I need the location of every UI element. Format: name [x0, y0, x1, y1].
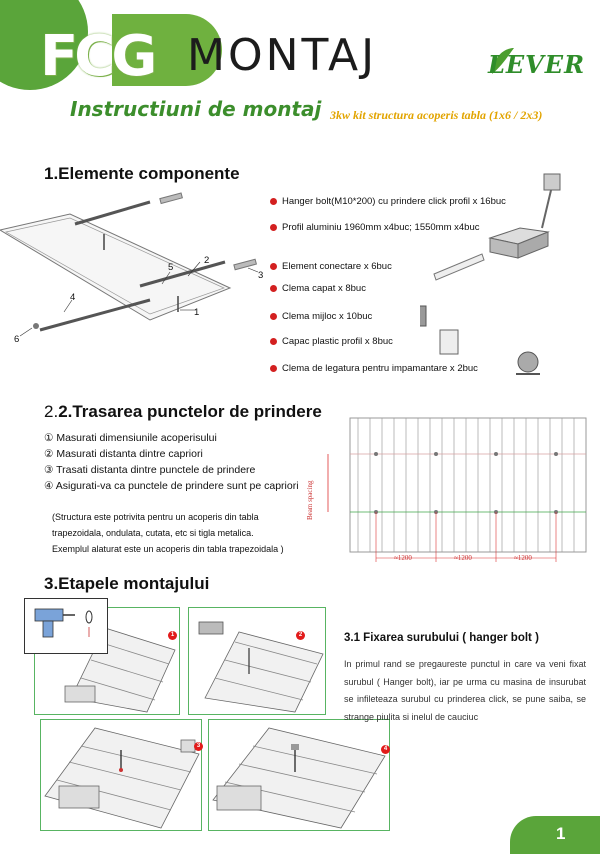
- step-panel-2: [188, 607, 326, 715]
- diagram-label-3: 3: [258, 270, 264, 281]
- component-item-2: Profil aluminiu 1960mm x4buc; 1550mm x4buc: [270, 222, 479, 233]
- red-bullet-icon: [270, 285, 277, 292]
- component-item-6: Capac plastic profil x 8buc: [270, 336, 393, 347]
- measure-step-3: ③ Trasati distanta dintre punctele de prindere: [44, 464, 256, 476]
- roof-bolt-illustration: [189, 608, 325, 714]
- roof-bolt-installed-illustration: [41, 720, 201, 830]
- assembly-diagram: [0, 192, 270, 352]
- roof-note: [52, 509, 322, 557]
- spacing-label-2: ≈1200: [454, 554, 472, 562]
- red-bullet-icon: [270, 198, 277, 205]
- step-badge-2: 2: [296, 631, 305, 640]
- document-subtitle: 3kw kit structura acoperis tabla (1x6 / 2x3): [330, 108, 543, 122]
- red-bullet-icon: [270, 313, 277, 320]
- step-badge-3: 3: [194, 742, 203, 751]
- measurement-steps: [44, 430, 299, 494]
- measure-step-1: ① Masurati dimensiunile acoperisului: [44, 432, 217, 444]
- fcg-logo: FCG: [40, 24, 154, 89]
- section1-heading: 1.Elemente componente: [44, 164, 240, 183]
- section3-heading: 3.Etapele montajului: [44, 574, 210, 593]
- step-panel-3: [40, 719, 202, 831]
- diagram-label-5: 5: [168, 262, 174, 273]
- roof-bolt-secured-illustration: [209, 720, 389, 830]
- red-bullet-icon: [270, 224, 277, 231]
- diagram-label-1: 1: [194, 307, 200, 318]
- lever-logo: LEVER: [488, 50, 586, 79]
- spacing-label-3: ≈1200: [514, 554, 532, 562]
- measure-step-4: ④ Asigurati-va ca punctele de prindere sunt pe capriori: [44, 480, 299, 492]
- component-item-4: Clema capat x 8buc: [270, 283, 366, 294]
- page-badge: [510, 816, 600, 854]
- document-title: Instructiuni de montaj: [70, 97, 322, 121]
- component-item-5: Clema mijloc x 10buc: [270, 311, 372, 322]
- subsection-heading: 3.1 Fixarea surubului ( hanger bolt ): [344, 632, 539, 644]
- component-item-3: Element conectare x 6buc: [270, 261, 392, 272]
- diagram-label-2: 2: [204, 255, 210, 266]
- step-badge-4: 4: [381, 745, 390, 754]
- diagram-label-4: 4: [70, 292, 76, 303]
- component-illustrations: [420, 168, 596, 394]
- component-item-1: Hanger bolt(M10*200) cu prindere click profil x 16buc: [270, 196, 506, 207]
- spacing-label-1: ≈1200: [394, 554, 412, 562]
- step-panel-4: [208, 719, 390, 831]
- beam-spacing-label: Beam spacing: [306, 480, 314, 520]
- measure-step-2: ② Masurati distanta dintre capriori: [44, 448, 203, 460]
- note-line-2: trapezoidala, ondulata, cutata, etc si tigla metalica.: [52, 528, 254, 538]
- diagram-label-6: 6: [14, 334, 20, 345]
- red-bullet-icon: [270, 365, 277, 372]
- drill-inset: [24, 598, 108, 654]
- drill-icon: [25, 599, 107, 653]
- instruction-paragraph: In primul rand se pregaureste punctul in care va veni fixat surubul ( Hanger bolt), iar pe urma cu masina de insurubat se infileteaza surubul cu prinderea click, se pune saiba, se strange piulita si inelul de cauciuc: [344, 659, 586, 722]
- section2-heading: 2.2.Trasarea punctelor de prindere: [44, 402, 322, 421]
- red-bullet-icon: [270, 263, 277, 270]
- page-number: 1: [556, 824, 566, 843]
- note-line-1: (Structura este potrivita pentru un acoperis din tabla: [52, 512, 259, 522]
- red-bullet-icon: [270, 338, 277, 345]
- step-badge-1: 1: [168, 631, 177, 640]
- component-item-7: Clema de legatura pentru impamantare x 2buc: [270, 363, 478, 374]
- brand-title: MONTAJ: [187, 30, 378, 81]
- roof-spacing-diagram: [306, 414, 596, 572]
- note-line-3: Exemplul alaturat este un acoperis din tabla trapezoidala ): [52, 544, 284, 554]
